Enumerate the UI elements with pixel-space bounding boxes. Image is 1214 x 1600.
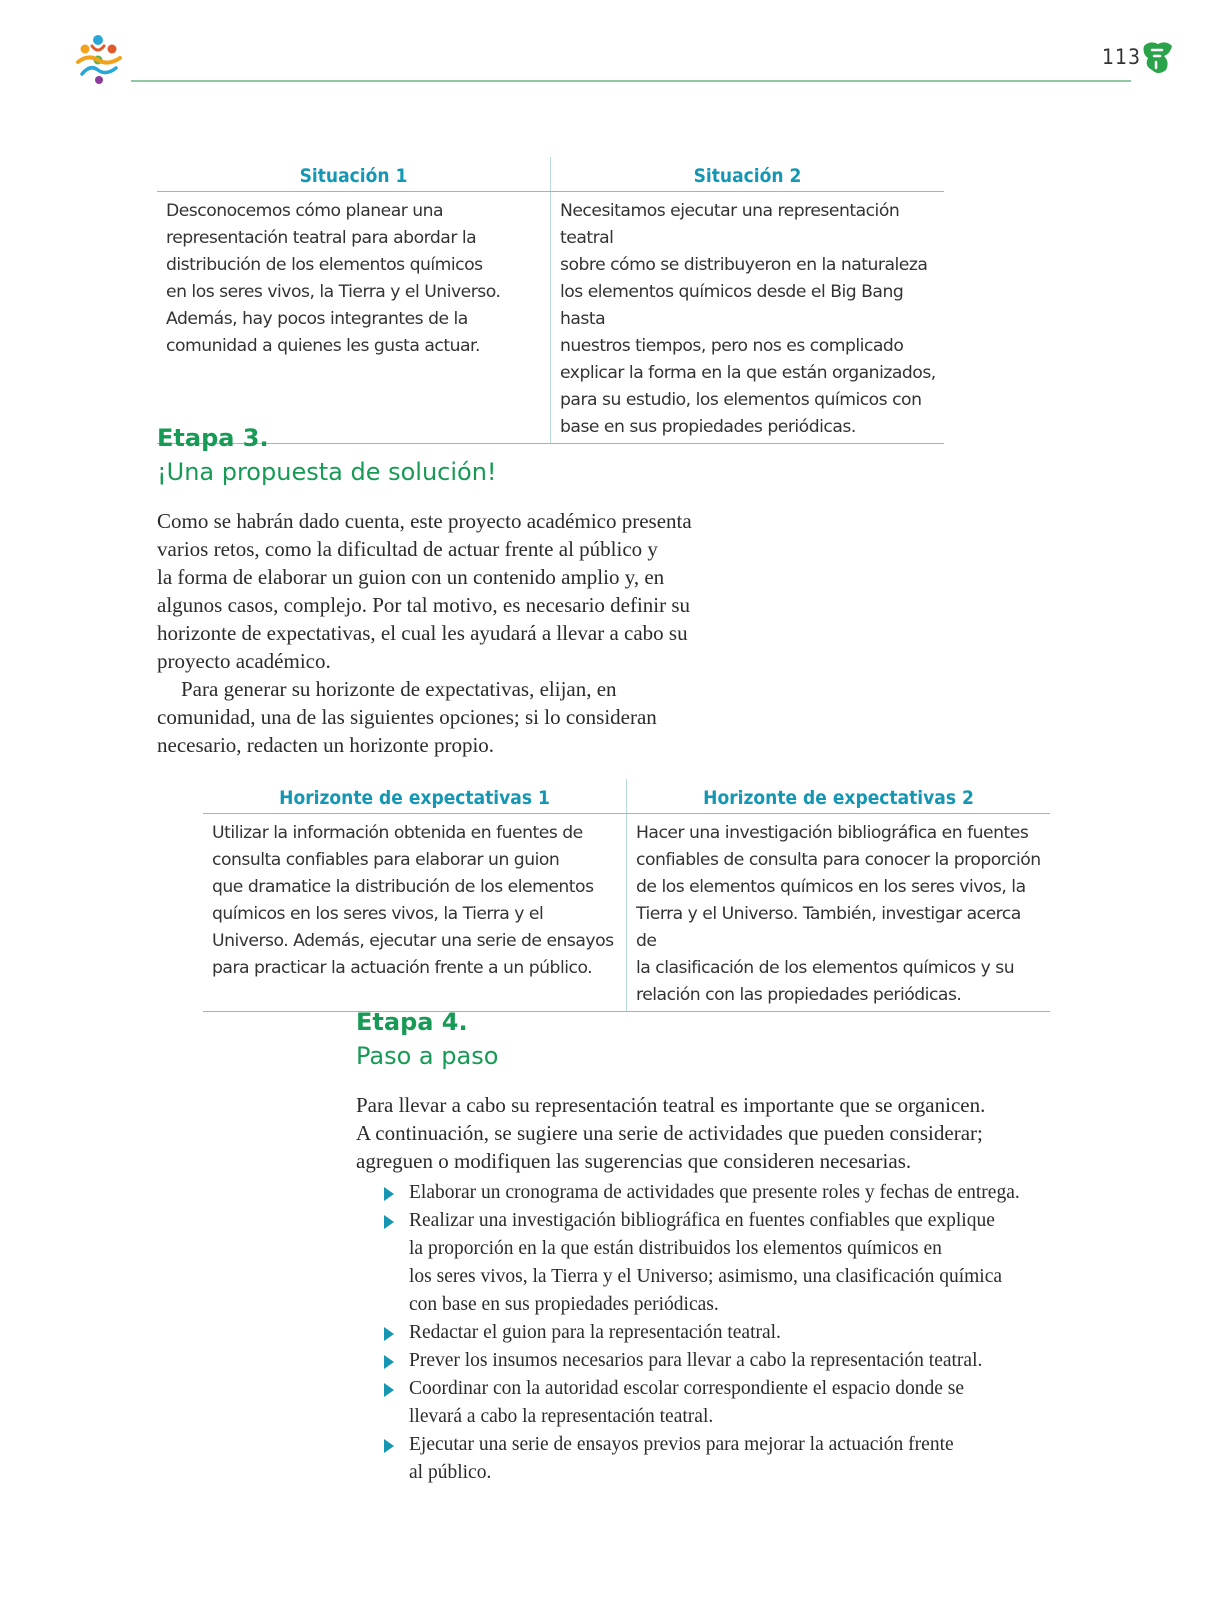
text-line: la clasificación de los elementos químicos y su xyxy=(636,958,1015,978)
text-line: representación teatral para abordar la xyxy=(166,228,477,248)
text-line: Redactar el guion para la representación teatral. xyxy=(409,1322,781,1343)
text-line: distribución de los elementos químicos xyxy=(166,255,483,275)
text-line: de los elementos químicos en los seres vivos, la xyxy=(636,877,1026,897)
text-line: sobre cómo se distribuyeron en la naturaleza xyxy=(560,255,928,275)
text-line: llevará a cabo la representación teatral. xyxy=(409,1406,714,1427)
text-line: que dramatice la distribución de los elementos xyxy=(212,877,594,897)
horizontes-body-row xyxy=(203,814,1050,1012)
text-line: Para llevar a cabo su representación teatral es importante que se organicen. xyxy=(356,1093,986,1117)
text-line: nuestros tiempos, pero nos es complicado xyxy=(560,336,904,356)
text-line: algunos casos, complejo. Por tal motivo, es necesario definir su xyxy=(157,593,691,617)
text-line: comunidad, una de las siguientes opciones; si lo consideran xyxy=(157,705,657,729)
text-line: necesario, redacten un horizonte propio. xyxy=(157,733,495,757)
text-line: horizonte de expectativas, el cual les ayudará a llevar a cabo su xyxy=(157,621,688,645)
text-line: químicos en los seres vivos, la Tierra y el xyxy=(212,904,544,924)
triangle-bullet-icon xyxy=(384,1187,394,1201)
text-line: Necesitamos ejecutar una representación teatral xyxy=(560,201,900,248)
text-line: Ejecutar una serie de ensayos previos para mejorar la actuación frente xyxy=(409,1434,954,1455)
text-line: con base en sus propiedades periódicas. xyxy=(409,1294,719,1315)
triangle-bullet-icon xyxy=(384,1215,394,1229)
text-line: relación con las propiedades periódicas. xyxy=(636,985,962,1005)
list-item xyxy=(384,1319,1044,1347)
text-line: los elementos químicos desde el Big Bang hasta xyxy=(560,282,904,329)
header-rule xyxy=(131,80,1131,82)
etapa-3-paragraphs xyxy=(157,507,797,759)
text-line: los seres vivos, la Tierra y el Universo; asimismo, una clasificación química xyxy=(409,1266,1003,1287)
text-line: consulta confiables para elaborar un guion xyxy=(212,850,560,870)
text-line: en los seres vivos, la Tierra y el Universo. xyxy=(166,282,501,302)
text-line: al público. xyxy=(409,1462,492,1483)
horizontes-table xyxy=(203,779,1050,1012)
situations-table xyxy=(157,157,944,444)
text-line: varios retos, como la dificultad de actuar frente al público y xyxy=(157,537,658,561)
text-line: proyecto académico. xyxy=(157,649,331,673)
text-line: para su estudio, los elementos químicos con xyxy=(560,390,922,410)
text-line: Desconocemos cómo planear una xyxy=(166,201,444,221)
text-line: Además, hay pocos integrantes de la xyxy=(166,309,468,329)
text-line: Elaborar un cronograma de actividades que presente roles y fechas de entrega. xyxy=(409,1182,1020,1203)
text-line: Universo. Además, ejecutar una serie de ensayos xyxy=(212,931,614,951)
etapa-3-title: Etapa 3. xyxy=(157,424,269,452)
triangle-bullet-icon xyxy=(384,1383,394,1397)
list-item xyxy=(384,1179,1044,1207)
etapa-4-title: Etapa 4. xyxy=(356,1008,468,1036)
text-line: la forma de elaborar un guion con un contenido amplio y, en xyxy=(157,565,665,589)
text-line: base en sus propiedades periódicas. xyxy=(560,417,856,437)
activities-list xyxy=(384,1179,1044,1487)
text-line: Coordinar con la autoridad escolar correspondiente el espacio donde se xyxy=(409,1378,964,1399)
text-line: A continuación, se sugiere una serie de actividades que pueden considerar; xyxy=(356,1121,983,1145)
list-item xyxy=(384,1347,1044,1375)
triangle-bullet-icon xyxy=(384,1327,394,1341)
text-line: para practicar la actuación frente a un público. xyxy=(212,958,593,978)
horizonte-2-header: Horizonte de expectativas 2 xyxy=(703,787,974,809)
text-line: agreguen o modifiquen las sugerencias que consideren necesarias. xyxy=(356,1149,912,1173)
situation-2-header: Situación 2 xyxy=(693,165,802,187)
text-line: Para generar su horizonte de expectativas, elijan, en xyxy=(181,677,617,701)
text-line: Hacer una investigación bibliográfica en fuentes xyxy=(636,823,1029,843)
situations-body-row xyxy=(157,192,944,444)
text-line: la proporción en la que están distribuidos los elementos químicos en xyxy=(409,1238,942,1259)
triangle-bullet-icon xyxy=(384,1355,394,1369)
situation-1-header: Situación 1 xyxy=(157,157,551,191)
page-number: 113 xyxy=(1102,45,1142,69)
text-line: Realizar una investigación bibliográfica en fuentes confiables que explique xyxy=(409,1210,995,1231)
situations-header-row xyxy=(157,157,944,192)
text-line: Prever los insumos necesarios para llevar a cabo la representación teatral. xyxy=(409,1350,983,1371)
text-line: Como se habrán dado cuenta, este proyecto académico presenta xyxy=(157,509,692,533)
horizonte-2-text xyxy=(627,814,1050,1011)
situation-2-text xyxy=(551,192,944,443)
green-glyph-badge-icon xyxy=(1140,40,1174,76)
horizonte-1-header: Horizonte de expectativas 1 xyxy=(203,779,627,813)
triangle-bullet-icon xyxy=(384,1439,394,1453)
list-item xyxy=(384,1375,1044,1431)
list-item xyxy=(384,1207,1044,1319)
text-line: Tierra y el Universo. También, investigar acerca de xyxy=(636,904,1021,951)
horizontes-header-row xyxy=(203,779,1050,814)
dancing-figures-logo-icon xyxy=(72,34,128,86)
list-item xyxy=(384,1431,1044,1487)
text-line: comunidad a quienes les gusta actuar. xyxy=(166,336,480,356)
text-line: confiables de consulta para conocer la proporción xyxy=(636,850,1041,870)
situation-1-text xyxy=(157,192,551,443)
text-line: Utilizar la información obtenida en fuentes de xyxy=(212,823,583,843)
etapa-4-intro xyxy=(356,1091,1116,1175)
horizonte-1-text xyxy=(203,814,627,1011)
etapa-4-subtitle: Paso a paso xyxy=(356,1042,499,1070)
etapa-3-subtitle: ¡Una propuesta de solución! xyxy=(157,458,497,486)
text-line: explicar la forma en la que están organizados, xyxy=(560,363,936,383)
